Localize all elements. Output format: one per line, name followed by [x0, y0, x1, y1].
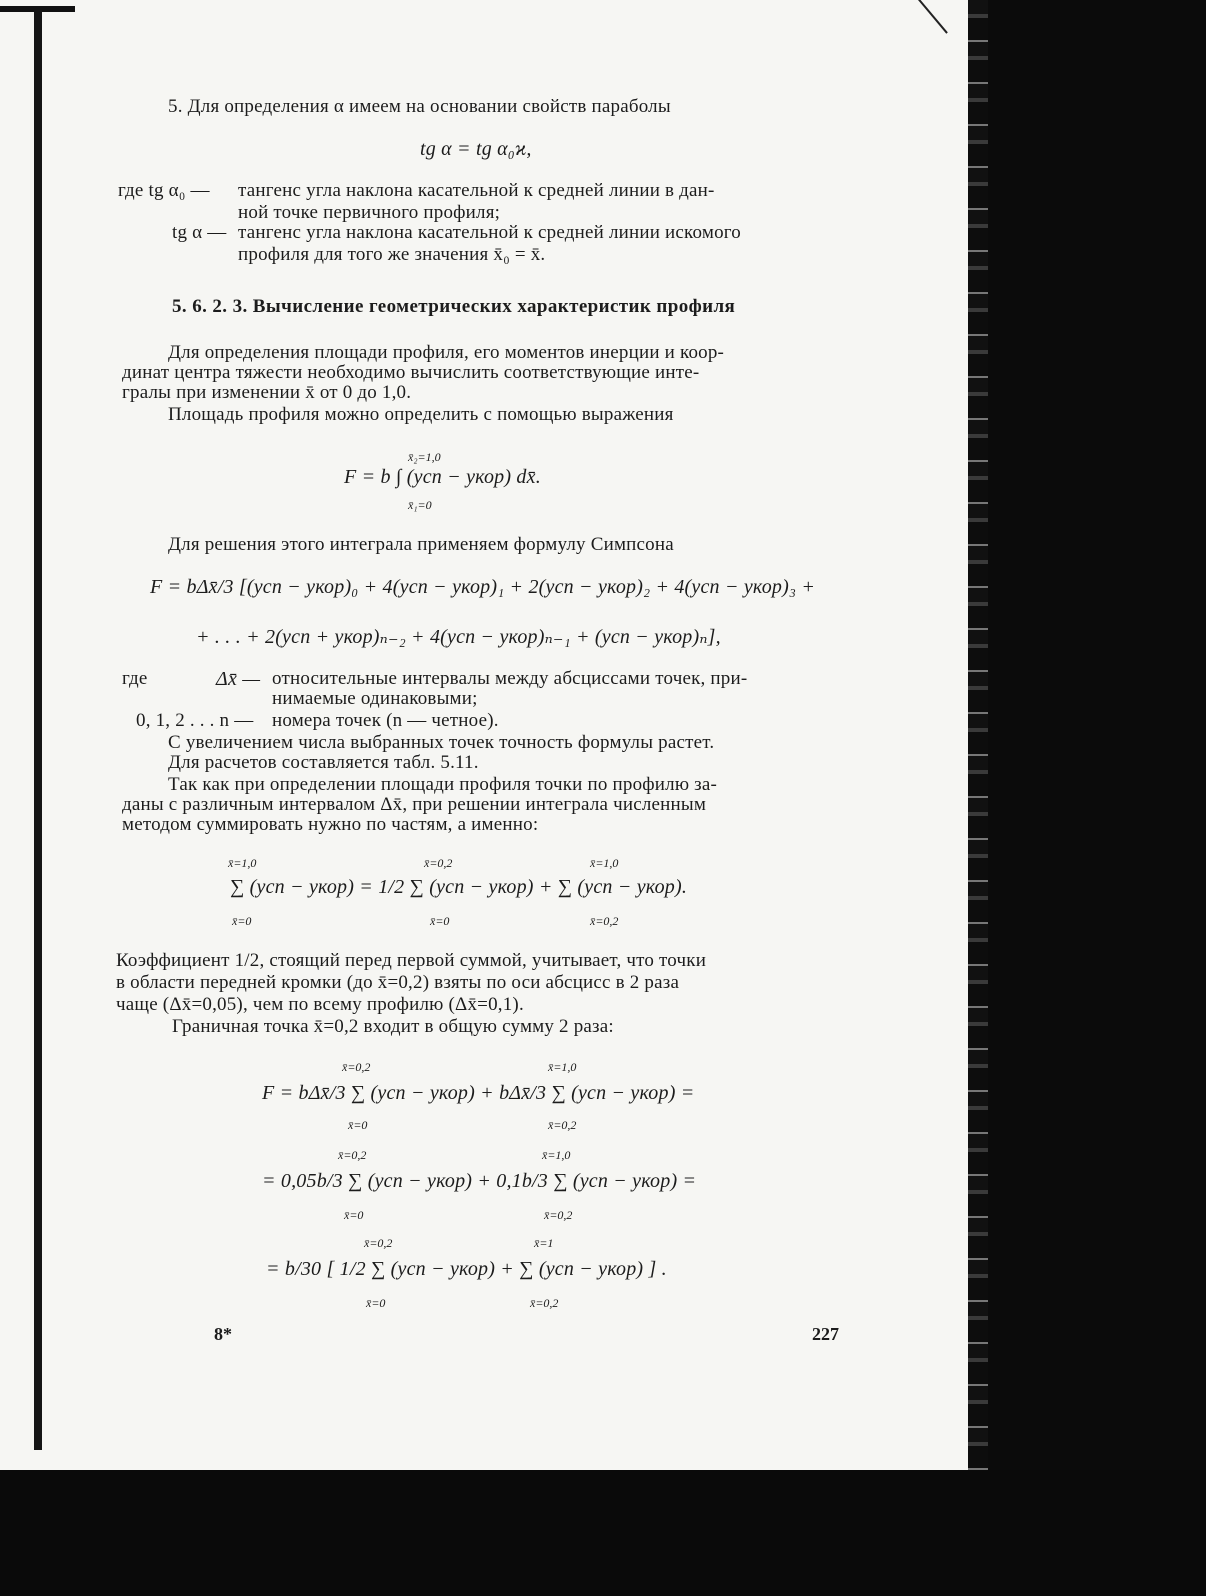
integral-lower-limit: x̄₁=0 — [408, 498, 432, 512]
sum-limit: x̄=0 — [344, 1208, 364, 1222]
section-heading: 5. 6. 2. 3. Вычисление геометрических характеристик профиля — [172, 296, 736, 317]
points-def: номера точек (n — четное). — [272, 710, 499, 731]
where-tg-a-def: профиля для того же значения x̄₀ = x̄. — [238, 244, 546, 265]
sum-limit: x̄=0,2 — [424, 856, 453, 870]
sum-limit: x̄=0,2 — [364, 1236, 393, 1250]
dx-def: относительные интервалы между абсциссами точек, при- — [272, 668, 748, 689]
paragraph-line: методом суммировать нужно по частям, а именно: — [122, 814, 539, 835]
simpson-formula-line-2: + . . . + 2(yсп + yкор)ₙ₋₂ + 4(yсп − yкор)ₙ₋₁ + (yсп − yкор)ₙ], — [196, 626, 721, 648]
sum-limit: x̄=1,0 — [542, 1148, 571, 1162]
paragraph-line: Граничная точка x̄=0,2 входит в общую сумму 2 раза: — [172, 1016, 614, 1037]
sum-limit: x̄=0 — [348, 1118, 368, 1132]
sum-limit: x̄=0,2 — [530, 1296, 559, 1310]
paragraph-5-intro: 5. Для определения α имеем на основании свойств параболы — [168, 96, 671, 117]
paragraph-line: С увеличением числа выбранных точек точность формулы растет. — [168, 732, 715, 753]
sum-limit: x̄=1 — [534, 1236, 554, 1250]
where-tg-a0-def: тангенс угла наклона касательной к средней линии в дан- — [238, 180, 715, 201]
scan-edge — [0, 1470, 1206, 1596]
sum-formula: ∑ (yсп − yкор) = 1/2 ∑ (yсп − yкор) + ∑ (yсп − yкор). — [230, 876, 688, 898]
where-word: где — [122, 668, 148, 689]
paragraph-line: Площадь профиля можно определить с помощью выражения — [168, 404, 674, 425]
final-formula-line-1: F = bΔx̄/3 ∑ (yсп − yкор) + bΔx̄/3 ∑ (yсп − yкор) = — [262, 1082, 695, 1104]
scan-edge — [918, 0, 948, 34]
sum-limit: x̄=0,2 — [342, 1060, 371, 1074]
sum-limit: x̄=1,0 — [548, 1060, 577, 1074]
paragraph-line: Для определения площади профиля, его моментов инерции и коор- — [168, 342, 725, 363]
signature-mark: 8* — [214, 1324, 232, 1344]
paragraph-line: Так как при определении площади профиля точки по профилю за- — [168, 774, 718, 795]
sum-limit: x̄=0 — [366, 1296, 386, 1310]
integral-formula: F = b ∫ (yсп − yкор) dx̄. — [344, 466, 541, 488]
page-number: 227 — [812, 1324, 839, 1344]
paragraph-line: Для расчетов составляется табл. 5.11. — [168, 752, 479, 773]
sum-limit: x̄=0,2 — [548, 1118, 577, 1132]
formula-tg: tg α = tg α₀ϰ, — [420, 138, 532, 160]
paragraph-line: чаще (Δx̄=0,05), чем по всему профилю (Δx̄=0,1). — [116, 994, 524, 1015]
simpson-formula-line-1: F = bΔx̄/3 [(yсп − yкор)₀ + 4(yсп − yкор)₁ + 2(yсп − yкор)₂ + 4(yсп − yкор)₃ + — [150, 576, 816, 598]
sum-limit: x̄=0,2 — [338, 1148, 367, 1162]
scan-edge — [988, 0, 1206, 1596]
where-tg-a0-term: где tg α₀ — — [118, 180, 210, 201]
paragraph-line: в области передней кромки (до x̄=0,2) взяты по оси абсцисс в 2 раза — [116, 972, 680, 993]
sum-limit: x̄=0,2 — [544, 1208, 573, 1222]
where-tg-a0-def: ной точке первичного профиля; — [238, 202, 501, 223]
final-formula-line-2: = 0,05b/3 ∑ (yсп − yкор) + 0,1b/3 ∑ (yсп − yкор) = — [262, 1170, 697, 1192]
where-tg-a-term: tg α — — [172, 222, 227, 243]
points-term: 0, 1, 2 . . . n — — [136, 710, 254, 731]
sum-limit: x̄=0 — [232, 914, 252, 928]
integral-upper-limit: x̄₂=1,0 — [408, 450, 441, 464]
dx-def: нимаемые одинаковыми; — [272, 688, 478, 709]
sum-limit: x̄=1,0 — [590, 856, 619, 870]
sum-limit: x̄=0 — [430, 914, 450, 928]
sum-limit: x̄=1,0 — [228, 856, 257, 870]
simpson-intro: Для решения этого интеграла применяем формулу Симпсона — [168, 534, 674, 555]
final-formula-line-3: = b/30 [ 1/2 ∑ (yсп − yкор) + ∑ (yсп − yкор) ] . — [266, 1258, 667, 1280]
scan-edge — [34, 10, 42, 1450]
where-tg-a-def: тангенс угла наклона касательной к средней линии искомого — [238, 222, 742, 243]
paragraph-line: Коэффициент 1/2, стоящий перед первой суммой, учитывает, что точки — [116, 950, 707, 971]
paragraph-line: динат центра тяжести необходимо вычислить соответствующие инте- — [122, 362, 700, 383]
sum-limit: x̄=0,2 — [590, 914, 619, 928]
paragraph-line: гралы при изменении x̄ от 0 до 1,0. — [122, 382, 412, 403]
paragraph-line: даны с различным интервалом Δx̄, при решении интеграла численным — [122, 794, 707, 815]
dx-term: Δx̄ — — [216, 668, 261, 690]
